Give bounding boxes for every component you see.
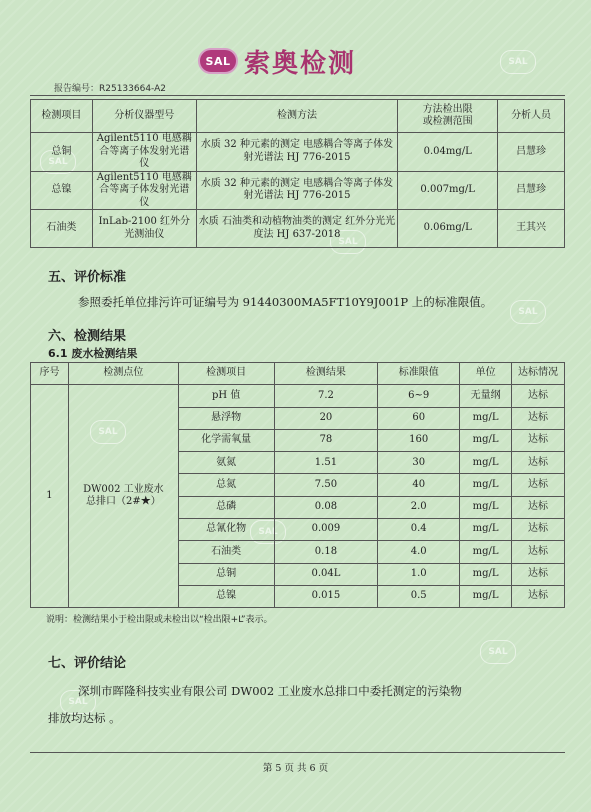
report-number: 报告编号：R25133664-A2 — [54, 84, 166, 94]
header-cell: 检测项目 — [178, 363, 274, 385]
table-cell: 60 — [378, 407, 460, 429]
table-cell: DW002 工业废水总排口（2#★） — [68, 385, 178, 608]
header-cell: 分析人员 — [498, 100, 565, 133]
watermark-icon: SAL — [250, 520, 286, 544]
table-row — [31, 133, 565, 172]
table-cell: mg/L — [460, 519, 512, 541]
section-title: 七、评价结论 — [48, 656, 127, 671]
method-table — [30, 99, 565, 248]
table-cell: 水质 32 种元素的测定 电感耦合等离子体发射光谱法 HJ 776-2015 — [196, 171, 398, 210]
table-cell: Agilent5110 电感耦合等离子体发射光谱仪 — [92, 133, 196, 172]
table-cell: 总氮 — [178, 474, 274, 496]
header-divider — [30, 95, 565, 96]
header-cell: 检测方法 — [196, 100, 398, 133]
table-cell: 化学需氧量 — [178, 429, 274, 451]
header-cell: 序号 — [31, 363, 69, 385]
table-cell: 1.0 — [378, 563, 460, 585]
table-cell: 达标 — [512, 541, 565, 563]
table-cell: 7.50 — [274, 474, 378, 496]
table-cell: 水质 32 种元素的测定 电感耦合等离子体发射光谱法 HJ 776-2015 — [196, 133, 398, 172]
table-cell: 4.0 — [378, 541, 460, 563]
table-cell: 0.007mg/L — [398, 171, 498, 210]
logo-badge: SAL — [198, 48, 238, 74]
header-cell: 标准限值 — [378, 363, 460, 385]
table-header-row — [31, 100, 565, 133]
table-cell: 水质 石油类和动植物油类的测定 红外分光光度法 HJ 637-2018 — [196, 210, 398, 248]
table-cell: 78 — [274, 429, 378, 451]
header-cell: 单位 — [460, 363, 512, 385]
table-cell: mg/L — [460, 429, 512, 451]
header-cell: 检测项目 — [31, 100, 93, 133]
table-cell: 0.015 — [274, 585, 378, 607]
results-note: 说明：检测结果小于检出限或未检出以“检出限+L”表示。 — [46, 615, 273, 625]
watermark-icon: SAL — [90, 420, 126, 444]
section-subtitle: 6.1 废水检测结果 — [48, 347, 138, 360]
table-cell: 达标 — [512, 474, 565, 496]
table-cell: 30 — [378, 452, 460, 474]
table-cell: 7.2 — [274, 385, 378, 407]
results-table — [30, 362, 565, 608]
logo-text: 索奥检测 — [244, 48, 357, 79]
table-cell: InLab-2100 红外分光测油仪 — [92, 210, 196, 248]
table-cell: mg/L — [460, 585, 512, 607]
watermark-icon: SAL — [510, 300, 546, 324]
table-cell: 王其兴 — [498, 210, 565, 248]
table-row — [31, 171, 565, 210]
section-title: 五、评价标准 — [48, 270, 127, 285]
table-cell: 达标 — [512, 585, 565, 607]
table-cell: mg/L — [460, 452, 512, 474]
table-cell: 达标 — [512, 452, 565, 474]
table-header-row — [31, 363, 565, 385]
table-row — [31, 385, 565, 407]
table-cell: 1 — [31, 385, 69, 608]
conclusion-line: 深圳市晖隆科技实业有限公司 DW002 工业废水总排口中委托测定的污染物 — [78, 684, 462, 698]
table-cell: 达标 — [512, 519, 565, 541]
table-cell: Agilent5110 电感耦合等离子体发射光谱仪 — [92, 171, 196, 210]
table-cell: 吕慧珍 — [498, 171, 565, 210]
table-cell: 0.04mg/L — [398, 133, 498, 172]
table-cell: 0.5 — [378, 585, 460, 607]
table-cell: 达标 — [512, 407, 565, 429]
header-cell: 达标情况 — [512, 363, 565, 385]
table-cell: 吕慧珍 — [498, 133, 565, 172]
watermark-icon: SAL — [330, 230, 366, 254]
table-cell: 悬浮物 — [178, 407, 274, 429]
table-cell: 0.009 — [274, 519, 378, 541]
watermark-icon: SAL — [500, 50, 536, 74]
footer-divider — [30, 752, 565, 753]
table-cell: 石油类 — [178, 541, 274, 563]
table-cell: 达标 — [512, 385, 565, 407]
table-cell: 0.06mg/L — [398, 210, 498, 248]
table-cell: 20 — [274, 407, 378, 429]
table-cell: mg/L — [460, 563, 512, 585]
table-cell: mg/L — [460, 407, 512, 429]
company-logo — [198, 44, 356, 78]
section-text: 参照委托单位排污许可证编号为 91440300MA5FT10Y9J001P 上的标准限值。 — [78, 295, 493, 309]
table-cell: 总铜 — [31, 133, 93, 172]
page-number: 第 5 页 共 6 页 — [262, 763, 329, 774]
table-cell: 总磷 — [178, 496, 274, 518]
section-title: 六、检测结果 — [48, 329, 127, 344]
watermark-icon: SAL — [480, 640, 516, 664]
table-cell: 氨氮 — [178, 452, 274, 474]
table-cell: 2.0 — [378, 496, 460, 518]
table-cell: 达标 — [512, 563, 565, 585]
table-cell: 总镍 — [178, 585, 274, 607]
watermark-icon: SAL — [40, 150, 76, 174]
table-cell: 0.4 — [378, 519, 460, 541]
watermark-icon: SAL — [60, 690, 96, 714]
table-cell: 总铜 — [178, 563, 274, 585]
header-cell: 检测结果 — [274, 363, 378, 385]
table-cell: 总氰化物 — [178, 519, 274, 541]
table-cell: 0.04L — [274, 563, 378, 585]
table-cell: 达标 — [512, 429, 565, 451]
header-cell: 检测点位 — [68, 363, 178, 385]
header-cell: 方法检出限 或检测范围 — [398, 100, 498, 133]
table-cell: 0.08 — [274, 496, 378, 518]
table-cell: 1.51 — [274, 452, 378, 474]
table-cell: mg/L — [460, 496, 512, 518]
table-cell: 达标 — [512, 496, 565, 518]
table-cell: 6~9 — [378, 385, 460, 407]
conclusion-line: 排放均达标 。 — [48, 711, 121, 725]
table-cell: 40 — [378, 474, 460, 496]
table-cell: mg/L — [460, 541, 512, 563]
table-cell: pH 值 — [178, 385, 274, 407]
table-cell: 0.18 — [274, 541, 378, 563]
table-cell: mg/L — [460, 474, 512, 496]
table-row — [31, 210, 565, 248]
table-cell: 无量纲 — [460, 385, 512, 407]
header-cell: 分析仪器型号 — [92, 100, 196, 133]
table-cell: 总镍 — [31, 171, 93, 210]
table-cell: 石油类 — [31, 210, 93, 248]
table-cell: 160 — [378, 429, 460, 451]
